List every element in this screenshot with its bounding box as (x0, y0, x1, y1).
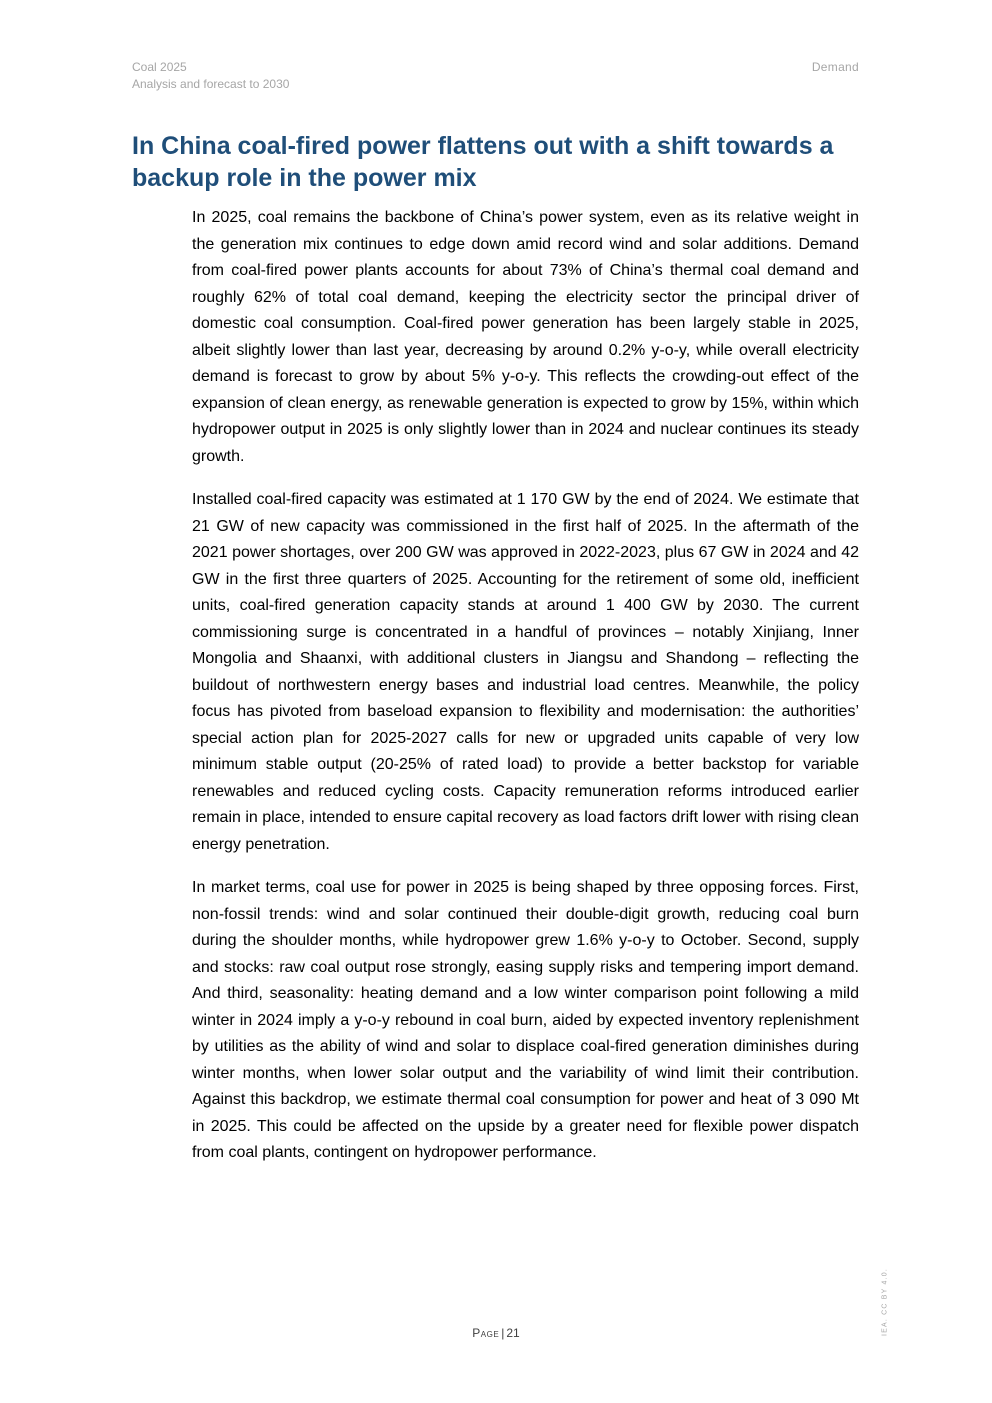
page-number: 21 (506, 1326, 520, 1340)
section-label: Demand (811, 60, 859, 74)
body-text (192, 205, 859, 1184)
paragraph: In market terms, coal use for power in 2025 is being shaped by three opposing forces. First, non-fossil trends: wind and solar continued their double-digit growth, reducing coal burn during the shoulder months, while hydropower grew 1.6% y-o-y to October. Second, supply and stocks: raw coal output rose strongly, easing supply risks and tempering import demand. And third, seasonality: heating demand and a low winter comparison point following a mild winter in 2024 imply a y-o-y rebound in coal burn, aided by expected inventory replenishment by utilities as the ability of wind and solar to displace coal-fired generation diminishes during winter months, when lower solar output and the variability of wind limit their contribution. Against this backdrop, we estimate thermal coal consumption for power and heat of 3 090 Mt in 2025. This could be affected on the upside by a greater need for flexible power dispatch from coal plants, contingent on hydropower performance. (192, 879, 859, 1161)
license-watermark: IEA. CC BY 4.0. (881, 1267, 889, 1337)
page-footer (0, 1326, 992, 1340)
report-title: Coal 2025 (132, 60, 187, 74)
paragraph: Installed coal-fired capacity was estimated at 1 170 GW by the end of 2024. We estimate that 21 GW of new capacity was commissioned in the first half of 2025. In the aftermath of the 2021 power shortages, over 200 GW was approved in 2022-2023, plus 67 GW in 2024 and 42 GW in the first three quarters of 2025. Accounting for the retirement of some old, inefficient units, coal-fired generation capacity stands at around 1 400 GW by 2030. The current commissioning surge is concentrated in a handful of provinces – notably Xinjiang, Inner Mongolia and Shaanxi, with additional clusters in Jiangsu and Shandong – reflecting the buildout of northwestern energy bases and industrial load centres. Meanwhile, the policy focus has pivoted from baseload expansion to flexibility and modernisation: the authorities’ special action plan for 2025-2027 calls for new or upgraded units capable of very low minimum stable output (20-25% of rated load) to provide a better backstop for variable renewables and reduced cycling costs. Capacity remuneration reforms introduced earlier remain in place, intended to ensure capital recovery as load factors drift lower with rising clean energy penetration. (192, 491, 859, 853)
page-title: In China coal-fired power flattens out with a shift towards a backup role in the power mix (132, 132, 834, 192)
report-subtitle: Analysis and forecast to 2030 (132, 77, 290, 91)
page-label: Page (472, 1326, 500, 1340)
running-header (132, 59, 289, 93)
page-separator: | (501, 1326, 505, 1340)
paragraph: In 2025, coal remains the backbone of China’s power system, even as its relative weight in the generation mix continues to edge down amid record wind and solar additions. Demand from coal-fired power plants accounts for about 73% of China’s thermal coal demand and roughly 62% of total coal demand, keeping the electricity sector the principal driver of domestic coal consumption. Coal-fired power generation has been largely stable in 2025, albeit slightly lower than last year, decreasing by around 0.2% y-o-y, while overall electricity demand is forecast to grow by about 5% y-o-y. This reflects the crowding-out effect of the expansion of clean energy, as renewable generation is expected to grow by 15%, within which hydropower output in 2025 is only slightly lower than in 2024 and nuclear continues its steady growth. (192, 209, 859, 465)
